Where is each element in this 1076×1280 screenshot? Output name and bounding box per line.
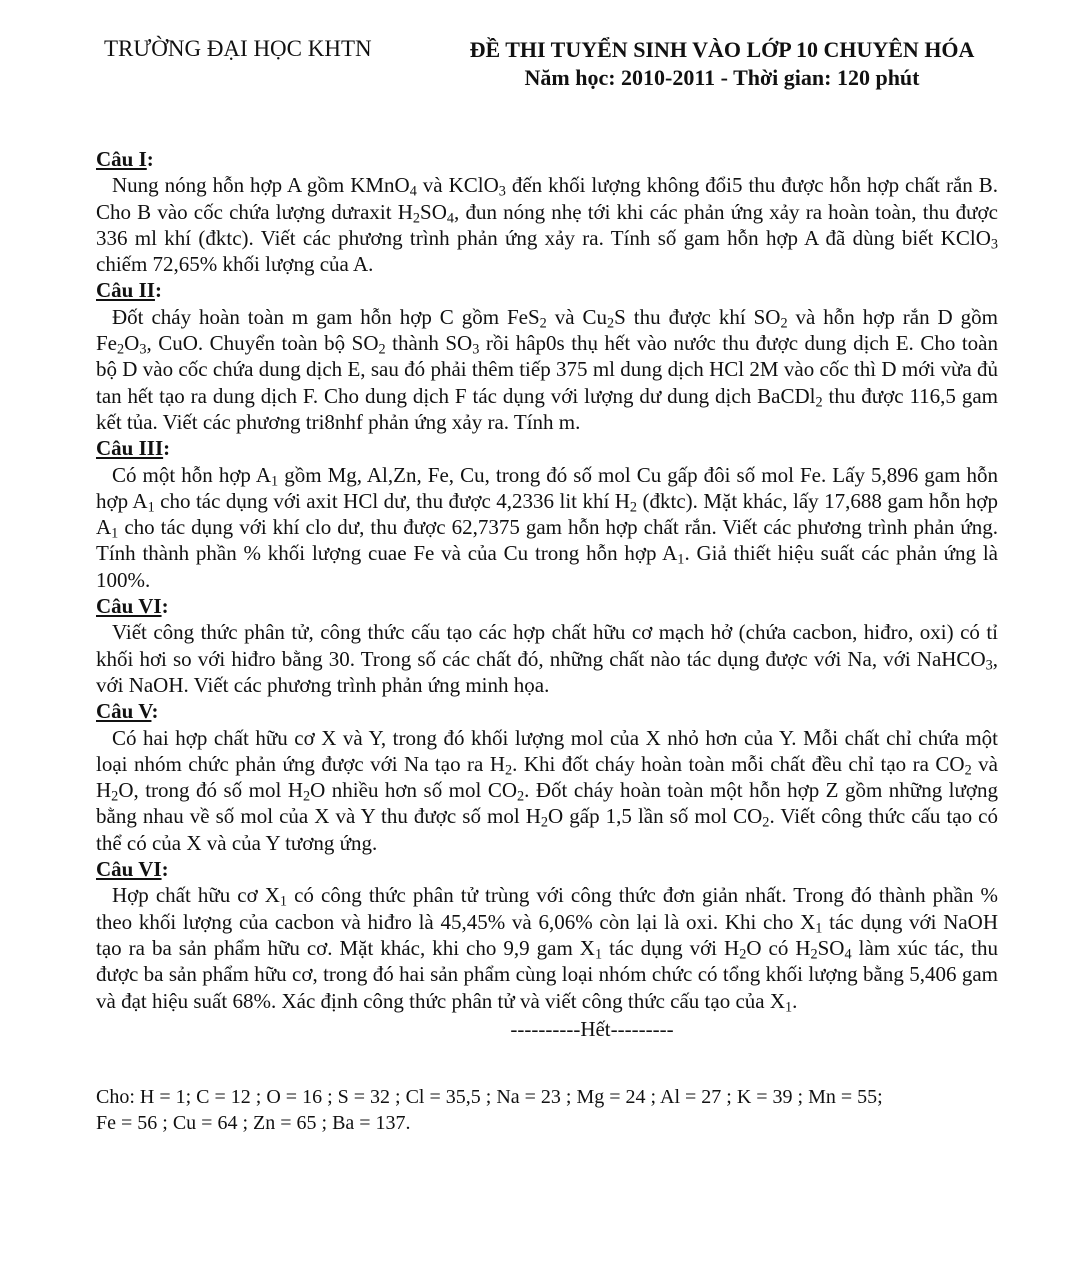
question-block bbox=[96, 698, 998, 856]
exam-body bbox=[96, 146, 998, 1136]
question-text: Đốt cháy hoàn toàn m gam hỗn hợp C gồm FeS$_2$ và $Cu_2S$ thu được khí $SO_2$ và hỗn hợp rắn D gồm $Fe_2O_3$, CuO. Chuyển toàn bộ $SO_2$ thành $SO_3$ rồi hâp0s thụ hết vào nước thu được dung dịch E. Cho toàn bộ D vào cốc chứa dung dịch E, sau đó phải thêm tiếp 375 ml dung dịch HCl 2M vào cốc thì D mới vừa đủ tan hết tạo ra dung dịch F. Cho dung dịch F tác dụng với lượng dư dung dịch BaCDl$_2$ thu được 116,5 gam kết tủa. Viết các phương tri8nhf phản ứng xảy ra. Tính m. bbox=[96, 304, 999, 434]
question-text: Viết công thức phân tử, công thức cấu tạo các hợp chất hữu cơ mạch hở (chứa cacbon, hiđro, oxi) có tỉ khối hơi so với hiđro bằng 30. Trong số các chất đó, những chất nào tác dụng được với Na, với NaHCO$_3$, với NaOH. Viết các phương trình phản ứng minh họa. bbox=[96, 620, 998, 697]
question-block bbox=[96, 277, 998, 435]
question-text: Có một hỗn hợp $A_1$ gồm Mg, Al,Zn, Fe, Cu, trong đó số mol Cu gấp đôi số mol Fe. Lấy 5,896 gam hỗn hợp $A_1$ cho tác dụng với axit HCl dư, thu được 4,2336 lit khí $H_2$ (đktc). Mặt khác, lấy 17,688 gam hỗn hợp $A_1$ cho tác dụng với khí clo dư, thu được 62,7375 gam hỗn hợp chất rắn. Viết các phương trình phản ứng. Tính thành phần % khối lượng cuae Fe và của Cu trong hỗn hợp $A_1$. Giả thiết hiệu suất các phản ứng là 100%. bbox=[96, 462, 998, 592]
question-label: Câu II: bbox=[96, 278, 162, 303]
exam-title: ĐỀ THI TUYỂN SINH VÀO LỚP 10 CHUYÊN HÓA bbox=[469, 37, 975, 62]
question-label: Câu V: bbox=[96, 699, 159, 724]
exam-info: Năm học: 2010-2011 - Thời gian: 120 phút bbox=[524, 65, 920, 90]
question-text: Có hai hợp chất hữu cơ X và Y, trong đó khối lượng mol của X nhỏ hơn của Y. Mỗi chất chỉ chứa một loại nhóm chức phản ứng được với Na tạo ra $H_2$. Khi đốt cháy hoàn toàn mỗi chất đều chỉ tạo ra $CO_2$ và $H_2O$, trong đó số mol $H_2O$ nhiều hơn số mol $CO_2$. Đốt cháy hoàn toàn một hỗn hợp Z gồm những lượng bằng nhau về số mol của X và Y thu được số mol $H_2O$ gấp 1,5 lần số mol $CO_2$. Viết công thức cấu tạo có thể có của X và của Y tương ứng. bbox=[96, 725, 999, 855]
exam-header bbox=[452, 36, 992, 92]
question-block bbox=[96, 435, 998, 593]
question-label: Câu VI: bbox=[96, 594, 169, 619]
end-marker: ----------Hết--------- bbox=[510, 1016, 674, 1041]
question-label: Câu VI: bbox=[96, 857, 169, 882]
question-label: Câu III: bbox=[96, 436, 171, 461]
question-list bbox=[96, 146, 998, 1014]
question-block bbox=[96, 593, 998, 698]
question-text: Hợp chất hữu cơ $X_1$ có công thức phân tử trùng với công thức đơn giản nhất. Trong đó thành phần % theo khối lượng của cacbon và hiđro là 45,45% và 6,06% còn lại là oxi. Khi cho $X_1$ tác dụng với NaOH tạo ra ba sản phẩm hữu cơ. Mặt khác, khi cho 9,9 gam $X_1$ tác dụng với $H_2O$ có $H_2SO_4$ làm xúc tác, thu được ba sản phẩm hữu cơ, trong đó hai sản phẩm cùng loại nhóm chức có tổng khối lượng bằng 5,406 gam và đạt hiệu suất 68%. Xác định công thức phân tử và viết công thức cấu tạo của $X_1$. bbox=[96, 883, 999, 1016]
question-block bbox=[96, 856, 998, 1014]
question-text: Nung nóng hỗn hợp A gồm KMnO$_4$ và KClO$_3$ đến khối lượng không đổi5 thu được hỗn hợp chất rắn B. Cho B vào cốc chứa lượng dưraxit $H_2SO_4$, đun nóng nhẹ tới khi các phản ứng xảy ra hoàn toàn, thu được 336 ml khí (đktc). Viết các phương trình phản ứng xảy ra. Tính số gam hỗn hợp A đã dùng biết KClO$_3$ chiếm 72,65% khối lượng của A. bbox=[96, 173, 998, 277]
atomic-masses-note bbox=[96, 1084, 998, 1136]
atomic-masses-line-1: Cho: H = 1; C = 12 ; O = 16 ; S = 32 ; Cl = 35,5 ; Na = 23 ; Mg = 24 ; Al = 27 ; K = 39 ; Mn = 55; bbox=[96, 1086, 883, 1109]
question-label: Câu I: bbox=[96, 147, 154, 171]
question-block bbox=[96, 146, 998, 277]
atomic-masses-line-2: Fe = 56 ; Cu = 64 ; Zn = 65 ; Ba = 137. bbox=[96, 1112, 411, 1135]
school-name: TRƯỜNG ĐẠI HỌC KHTN bbox=[104, 36, 372, 61]
